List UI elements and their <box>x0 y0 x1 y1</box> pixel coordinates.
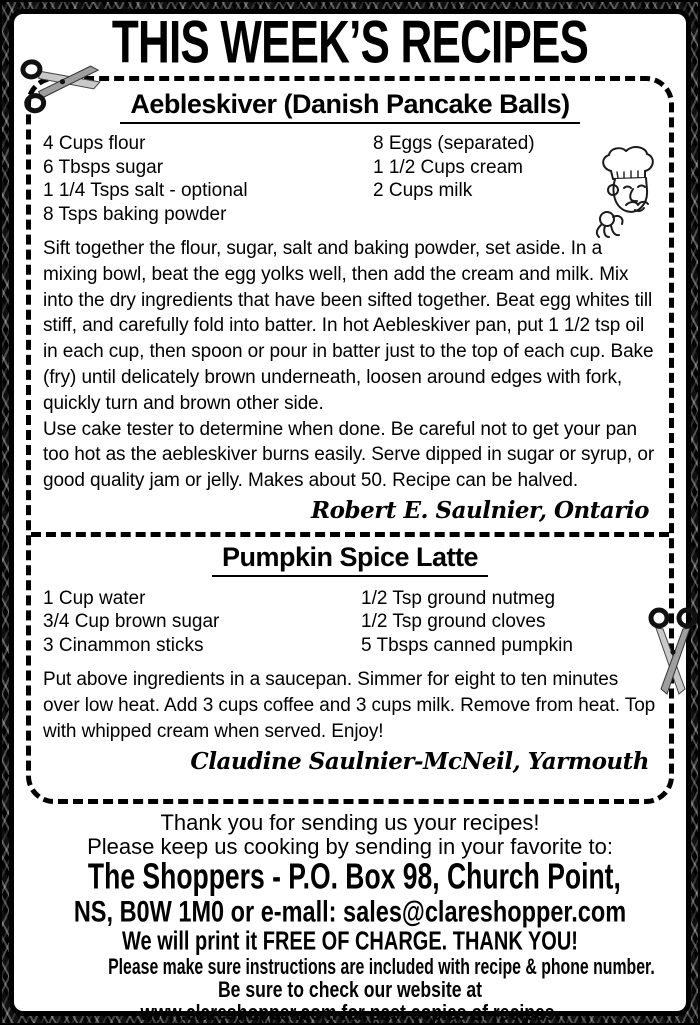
ingredient-item: 3/4 Cup brown sugar <box>43 611 220 633</box>
thanks-line: Thank you for sending us your recipes! <box>160 810 540 835</box>
recipe-attribution: Claudine Saulnier-McNeil, Yarmouth <box>190 747 649 775</box>
ingredient-item: 2 Cups milk <box>373 180 473 201</box>
ingredient-item: 4 Cups flour <box>43 133 146 154</box>
ingredient-item: 1/2 Tsp ground cloves <box>361 611 546 633</box>
chef-cook-illustration-icon <box>593 145 665 246</box>
recipe-aebleskiver <box>43 89 657 525</box>
recipe-page <box>9 7 691 1025</box>
ingredient-item: 5 Tbsps canned pumpkin <box>361 634 573 656</box>
ingredient-item: 1 Cup water <box>43 587 146 609</box>
ingredients-left <box>43 132 373 226</box>
recipe-title <box>43 542 657 577</box>
ingredients-columns <box>43 132 657 226</box>
recipe-title-text: Aebleskiver (Danish Pancake Balls) <box>120 89 579 124</box>
address-line: The Shoppers - P.O. Box 98, Church Point, <box>87 857 621 897</box>
ingredient-item: 1 1/2 Cups cream <box>373 156 523 178</box>
clip-coupon-box <box>26 76 674 804</box>
website-url-line: www.clareshopper.com for past copies of recipes. <box>140 1000 560 1025</box>
recipe-pumpkin-spice-latte <box>43 542 657 776</box>
ingredient-item: 8 Eggs (separated) <box>373 133 535 154</box>
scissors-icon <box>646 606 700 707</box>
ingredients-left <box>43 587 361 658</box>
ingredients-columns <box>43 587 657 658</box>
recipe-title-text: Pumpkin Spice Latte <box>212 542 488 577</box>
free-of-charge-line: We will print it FREE OF CHARGE. THANK YOU! <box>122 926 578 956</box>
ingredient-item: 8 Tsps baking powder <box>43 203 227 225</box>
recipe-instructions: Sift together the flour, sugar, salt and baking powder, set aside. In a mixing bowl, beat the egg yolks well, then add the cream and milk. Mix into the dry ingredients that have been sifted together. Beat egg whites till stiff, and carefully fold into batter. In hot Aebleskiver pan, put 1 1/2 tsp oil in each cup, then spoon or pour in batter just to the top of each cup. Bake (fry) until delicately brown underneath, loosen around edges with fork, quickly turn and brown other side. <box>43 238 654 414</box>
recipe-title <box>43 89 657 124</box>
recipe-instructions: Use cake tester to determine when done. Be careful not to get your pan too hot as the aebleskiver burns easily. Serve dipped in sugar or syrup, or good quality jam or jelly. Makes about 50. Recipe can be halved. <box>43 418 655 492</box>
scissors-icon <box>18 48 110 122</box>
instructions-note-line: Please make sure instructions are included with recipe & phone number. <box>108 954 655 979</box>
submission-footer <box>14 811 686 1025</box>
ingredient-item: 1 1/4 Tsps salt - optional <box>43 180 248 201</box>
ingredient-item: 3 Cinammon sticks <box>43 634 204 656</box>
page-title: THIS WEEK’S RECIPES <box>111 7 589 76</box>
recipe-instructions: Put above ingredients in a saucepan. Simmer for eight to ten minutes over low heat. Add 3 cups coffee and 3 cups milk. Remove from heat. Top with whipped cream when served. Enjoy! <box>43 669 656 743</box>
website-line: Be sure to check our website at <box>217 977 483 1002</box>
recipe-attribution: Robert E. Saulnier, Ontario <box>311 496 649 524</box>
thanks-line: Please keep us cooking by sending in your favorite to: <box>87 834 613 859</box>
ingredients-right <box>361 587 657 658</box>
ingredient-item: 6 Tbsps sugar <box>43 156 164 178</box>
address-email-line: NS, B0W 1M0 or e-mall: sales@clareshopper.com <box>73 895 627 928</box>
dashed-divider <box>31 532 669 537</box>
ingredient-item: 1/2 Tsp ground nutmeg <box>361 587 556 609</box>
